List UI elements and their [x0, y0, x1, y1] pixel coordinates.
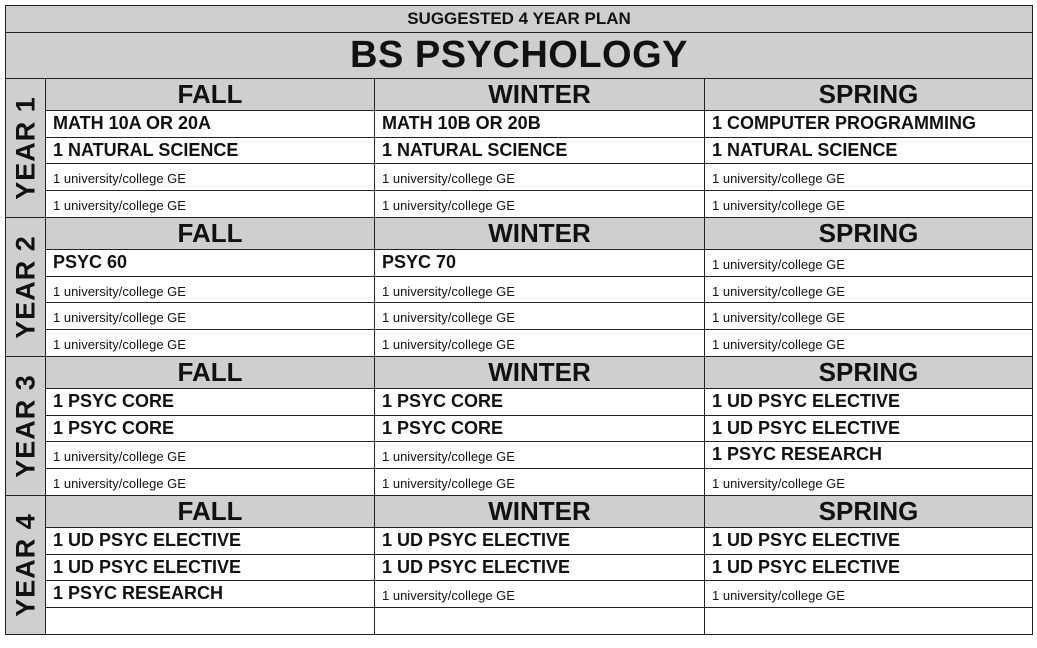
course-cell: PSYC 70 [375, 250, 705, 277]
year-block-3 [6, 357, 1032, 496]
year-label: YEAR 2 [10, 235, 40, 339]
course-cell: 1 COMPUTER PROGRAMMING [705, 111, 1032, 138]
course-cell: 1 PSYC RESEARCH [705, 442, 1032, 469]
course-cell: MATH 10B OR 20B [375, 111, 705, 138]
course-cell: 1 PSYC CORE [46, 416, 375, 443]
plan-subtitle: SUGGESTED 4 YEAR PLAN [6, 6, 1032, 33]
course-cell: 1 PSYC RESEARCH [46, 581, 375, 608]
four-year-plan-table [5, 5, 1033, 635]
course-cell [46, 608, 375, 635]
course-cell: 1 NATURAL SCIENCE [375, 138, 705, 165]
course-cell: 1 university/college GE [46, 442, 375, 469]
course-cell: 1 university/college GE [712, 337, 845, 353]
course-cell: 1 university/college GE [705, 303, 1032, 330]
course-cell: 1 PSYC CORE [46, 389, 375, 416]
year-label-cell [6, 496, 46, 634]
course-cell [705, 608, 1032, 635]
course-cell: 1 university/college GE [375, 164, 705, 191]
term-header-fall: FALL [46, 79, 375, 111]
course-cell: 1 UD PSYC ELECTIVE [705, 416, 1032, 443]
course-cell: 1 UD PSYC ELECTIVE [705, 528, 1032, 555]
course-cell: 1 UD PSYC ELECTIVE [375, 528, 705, 555]
course-cell: 1 university/college GE [375, 442, 705, 469]
year-block-2 [6, 218, 1032, 357]
course-cell: 1 university/college GE [46, 277, 375, 304]
course-cell: 1 university/college GE [712, 198, 845, 214]
course-cell: PSYC 60 [46, 250, 375, 277]
year-label-cell [6, 218, 46, 356]
course-cell: 1 UD PSYC ELECTIVE [705, 389, 1032, 416]
term-header-spring: SPRING [705, 218, 1032, 250]
course-cell: 1 university/college GE [705, 277, 1032, 304]
course-cell: 1 PSYC CORE [375, 389, 705, 416]
term-header-spring: SPRING [705, 79, 1032, 111]
year-grid [46, 496, 1032, 634]
course-cell: 1 university/college GE [705, 250, 1032, 277]
course-cell: 1 UD PSYC ELECTIVE [46, 555, 375, 582]
term-header-winter: WINTER [375, 357, 705, 389]
course-cell: 1 PSYC CORE [375, 416, 705, 443]
years-container [6, 79, 1032, 634]
course-cell: 1 university/college GE [375, 330, 705, 357]
year-label-cell [6, 357, 46, 495]
course-cell: 1 university/college GE [375, 303, 705, 330]
term-header-fall: FALL [46, 496, 375, 528]
year-label: YEAR 3 [10, 374, 40, 478]
course-cell: 1 UD PSYC ELECTIVE [705, 555, 1032, 582]
course-cell: 1 NATURAL SCIENCE [705, 138, 1032, 165]
course-cell: MATH 10A OR 20A [46, 111, 375, 138]
course-cell: 1 university/college GE [705, 581, 1032, 608]
year-block-1 [6, 79, 1032, 218]
course-cell: 1 university/college GE [705, 164, 1032, 191]
course-cell: 1 university/college GE [375, 277, 705, 304]
course-cell: 1 university/college GE [46, 469, 375, 496]
course-cell [375, 608, 705, 635]
course-cell: 1 UD PSYC ELECTIVE [375, 555, 705, 582]
course-cell: 1 NATURAL SCIENCE [46, 138, 375, 165]
year-grid [46, 79, 1032, 217]
course-cell: 1 university/college GE [46, 164, 375, 191]
year-label-cell [6, 79, 46, 217]
course-cell: 1 university/college GE [46, 303, 375, 330]
year-label: YEAR 1 [10, 96, 40, 200]
course-cell: 1 university/college GE [375, 469, 705, 496]
term-header-winter: WINTER [375, 218, 705, 250]
term-header-fall: FALL [46, 218, 375, 250]
year-grid [46, 218, 1032, 356]
course-cell: 1 university/college GE [375, 191, 705, 218]
course-cell: 1 university/college GE [712, 476, 845, 492]
course-cell: 1 university/college GE [46, 330, 375, 357]
year-block-4 [6, 496, 1032, 634]
term-header-winter: WINTER [375, 79, 705, 111]
course-cell: 1 university/college GE [375, 581, 705, 608]
term-header-spring: SPRING [705, 357, 1032, 389]
course-cell: 1 UD PSYC ELECTIVE [46, 528, 375, 555]
course-cell: 1 university/college GE [46, 191, 375, 218]
plan-title: BS PSYCHOLOGY [6, 33, 1032, 79]
term-header-winter: WINTER [375, 496, 705, 528]
term-header-spring: SPRING [705, 496, 1032, 528]
year-label: YEAR 4 [10, 513, 40, 617]
term-header-fall: FALL [46, 357, 375, 389]
year-grid [46, 357, 1032, 495]
